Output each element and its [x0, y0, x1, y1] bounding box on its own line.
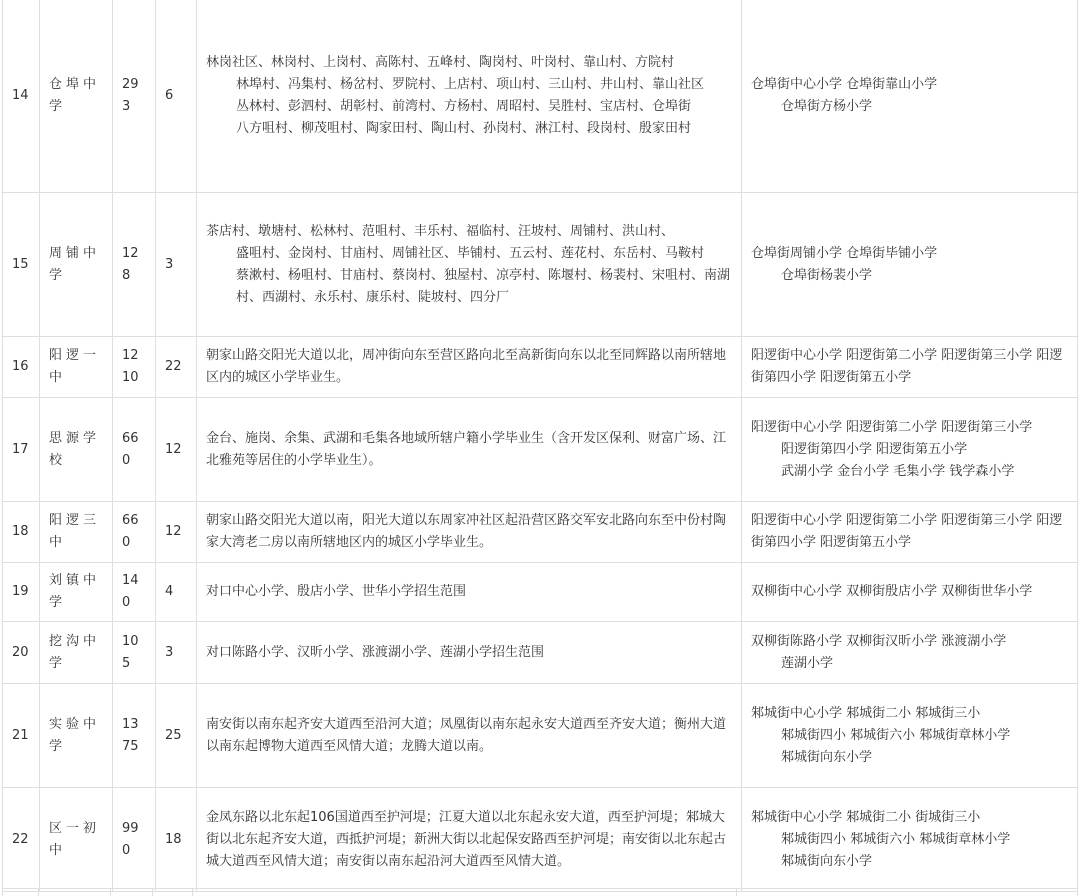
school-name: 周铺中学: [40, 193, 113, 337]
school-line: 仓埠街周铺小学 仓埠街毕铺小学: [751, 245, 938, 261]
enrollment-area: [197, 193, 742, 337]
row-number: 20: [3, 622, 40, 684]
feeder-schools: [742, 337, 1078, 398]
row-number: 18: [3, 502, 40, 563]
class-count: 4: [156, 563, 197, 622]
school-line: 邾城街向东小学: [781, 749, 873, 765]
feeder-schools: [742, 502, 1078, 563]
area-line: 对口陈路小学、汉昕小学、涨渡湖小学、莲湖小学招生范围: [206, 644, 545, 660]
enrollment-plan: 990: [113, 788, 156, 892]
enrollment-area: [197, 337, 742, 398]
area-line: 金凤东路以北东起106国道西至护河堤；江夏大道以北东起永安大道，西至护河堤；邾城大街以北东起齐安大道，西抵护河堤；新洲大街以北起保安路西至护河堤；南安街以北东起古城大道西至风情大道；南安街以南东起沿河大道西至风情大道。: [206, 809, 727, 869]
enrollment-plan: 1210: [113, 337, 156, 398]
area-line: 盛咀村、金岗村、甘庙村、周铺社区、毕铺村、五云村、莲花村、东岳村、马鞍村: [236, 245, 705, 261]
table-row: [3, 0, 1078, 193]
class-count: 22: [156, 337, 197, 398]
feeder-schools: [742, 0, 1078, 193]
feeder-schools: [742, 398, 1078, 502]
enrollment-plan: 1375: [113, 684, 156, 788]
enrollment-area: [197, 684, 742, 788]
area-line: 林岗社区、林岗村、上岗村、高陈村、五峰村、陶岗村、叶岗村、靠山村、方院村: [206, 54, 675, 70]
row-number: 15: [3, 193, 40, 337]
class-count: 6: [156, 0, 197, 193]
school-line: 莲湖小学: [781, 655, 834, 671]
table-row: [3, 563, 1078, 622]
table-row: [3, 502, 1078, 563]
feeder-schools: [742, 563, 1078, 622]
school-line: 仓埠街方杨小学: [781, 98, 873, 114]
enrollment-area: [197, 0, 742, 193]
enrollment-area: [197, 563, 742, 622]
school-line: 武湖小学 金台小学 毛集小学 钱学森小学: [781, 463, 1015, 479]
class-count: 25: [156, 684, 197, 788]
row-number: 22: [3, 788, 40, 892]
school-line: 仓埠街中心小学 仓埠街靠山小学: [751, 76, 938, 92]
table-row: [3, 398, 1078, 502]
area-line: 蔡漱村、杨咀村、甘庙村、蔡岗村、独屋村、凉亭村、陈堰村、杨裴村、宋咀村、南湖村、西湖村、永乐村、康乐村、陡坡村、四分厂: [236, 267, 731, 305]
school-line: 邾城街四小 邾城街六小 邾城街章林小学: [781, 831, 1011, 847]
area-line: 金台、施岗、余集、武湖和毛集各地域所辖户籍小学毕业生（含开发区保利、财富广场、江北雅苑等居住的小学毕业生）。: [206, 430, 727, 468]
row-number: 21: [3, 684, 40, 788]
enrollment-area: [197, 502, 742, 563]
enrollment-area: [197, 398, 742, 502]
enrollment-area: [197, 622, 742, 684]
area-line: 对口中心小学、殷店小学、世华小学招生范围: [206, 584, 467, 599]
feeder-schools: [742, 193, 1078, 337]
area-line: 八方咀村、柳茂咀村、陶家田村、陶山村、孙岗村、淋江村、段岗村、殷家田村: [236, 120, 692, 136]
row-number: 19: [3, 563, 40, 622]
school-line: 双柳街中心小学 双柳街殷店小学 双柳街世华小学: [751, 584, 1033, 599]
feeder-schools: [742, 684, 1078, 788]
row-number: 17: [3, 398, 40, 502]
enrollment-plan: 660: [113, 398, 156, 502]
feeder-schools: [742, 622, 1078, 684]
school-name: 思源学校: [40, 398, 113, 502]
row-number: 16: [3, 337, 40, 398]
class-count: 3: [156, 193, 197, 337]
school-name: 实验中学: [40, 684, 113, 788]
area-line: 南安街以南东起齐安大道西至沿河大道；凤凰街以南东起永安大道西至齐安大道；衡州大道以南东起博物大道西至风情大道；龙腾大道以南。: [206, 716, 727, 754]
school-line: 邾城街四小 邾城街六小 邾城街章林小学: [781, 727, 1011, 743]
class-count: 18: [156, 788, 197, 892]
class-count: 12: [156, 398, 197, 502]
school-line: 邾城街向东小学: [781, 853, 873, 869]
school-line: 双柳街陈路小学 双柳街汉昕小学 涨渡湖小学: [751, 633, 1007, 649]
class-count: 3: [156, 622, 197, 684]
area-line: 丛林村、彭泗村、胡彰村、前湾村、方杨村、周昭村、吴胜村、宝店村、仓埠街: [236, 98, 692, 114]
school-line: 阳逻街中心小学 阳逻街第二小学 阳逻街第三小学 阳逻街第四小学 阳逻街第五小学: [751, 513, 1063, 550]
table-row: [3, 788, 1078, 892]
school-name: 挖沟中学: [40, 622, 113, 684]
table-row: [3, 337, 1078, 398]
enrollment-plan: 128: [113, 193, 156, 337]
area-line: 林埠村、冯集村、杨岔村、罗院村、上店村、项山村、三山村、井山村、靠山社区: [236, 76, 705, 92]
area-line: 朝家山路交阳光大道以北，周冲街向东至营区路向北至高新街向东以北至同辉路以南所辖地区内的城区小学毕业生。: [206, 348, 727, 385]
school-line: 阳逻街中心小学 阳逻街第二小学 阳逻街第三小学: [751, 419, 1033, 435]
enrollment-table: [2, 0, 1078, 892]
school-name: 阳逻一中: [40, 337, 113, 398]
feeder-schools: [742, 788, 1078, 892]
table-row: [3, 193, 1078, 337]
enrollment-area: [197, 788, 742, 892]
row-number: 14: [3, 0, 40, 193]
area-line: 朝家山路交阳光大道以南，阳光大道以东周家冲社区起沿营区路交军安北路向东至中份村陶家大湾老二房以南所辖地区内的城区小学毕业生。: [206, 513, 727, 550]
table-row: [3, 684, 1078, 788]
school-name: 区一初中: [40, 788, 113, 892]
enrollment-plan: 660: [113, 502, 156, 563]
school-name: 刘镇中学: [40, 563, 113, 622]
school-line: 邾城街中心小学 邾城街二小 邾城街三小: [751, 705, 981, 721]
table-row: [3, 622, 1078, 684]
school-name: 仓埠中学: [40, 0, 113, 193]
enrollment-plan: 293: [113, 0, 156, 193]
school-name: 阳逻三中: [40, 502, 113, 563]
enrollment-plan: 105: [113, 622, 156, 684]
class-count: 12: [156, 502, 197, 563]
school-line: 阳逻街第四小学 阳逻街第五小学: [781, 441, 968, 457]
enrollment-plan: 140: [113, 563, 156, 622]
school-line: 仓埠街杨裴小学: [781, 267, 873, 283]
school-line: 阳逻街中心小学 阳逻街第二小学 阳逻街第三小学 阳逻街第四小学 阳逻街第五小学: [751, 348, 1063, 385]
school-line: 邾城街中心小学 邾城街二小 街城街三小: [751, 809, 981, 825]
area-line: 茶店村、墩塘村、松林村、范咀村、丰乐村、福临村、汪坡村、周铺村、洪山村、: [206, 223, 675, 239]
